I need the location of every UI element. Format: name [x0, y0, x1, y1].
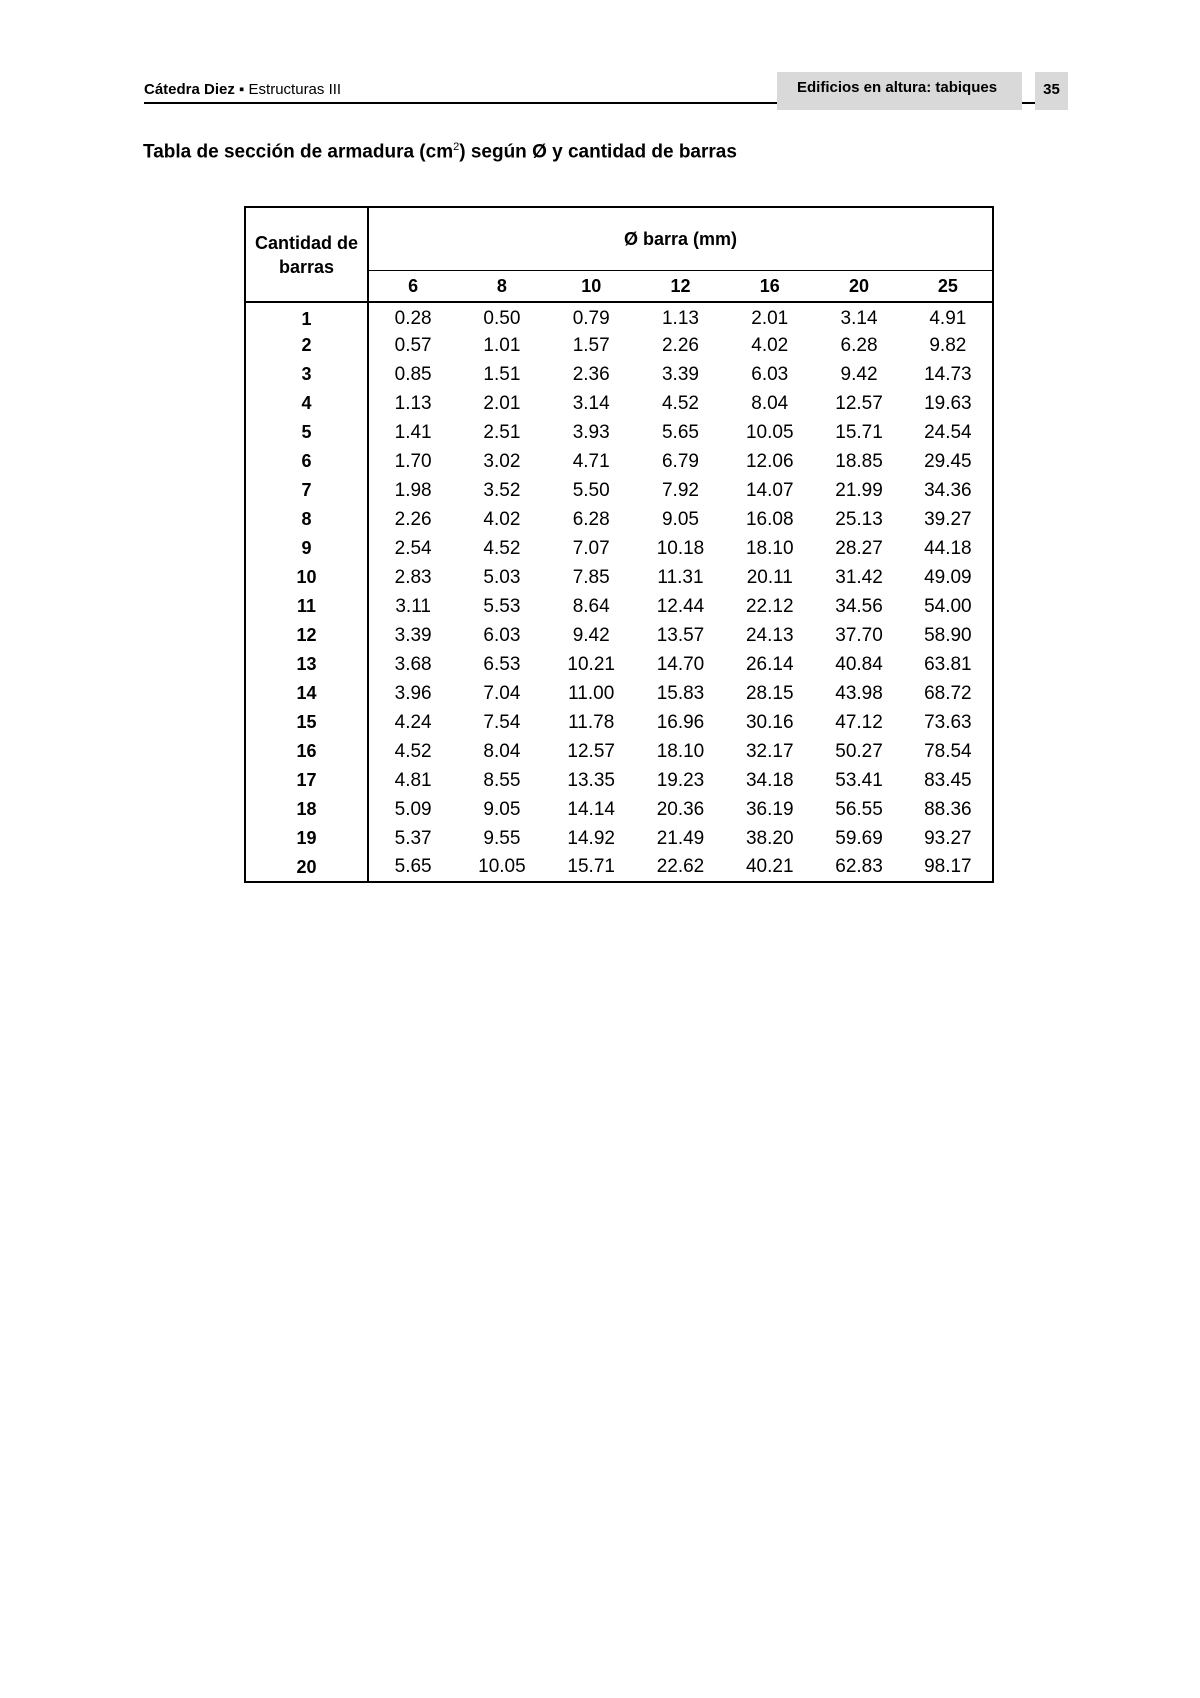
page-number: 35 — [1035, 72, 1068, 110]
area-value-cell: 12.06 — [745, 450, 794, 472]
area-value-cell: 5.03 — [483, 566, 521, 588]
area-value-cell: 73.63 — [924, 711, 972, 733]
area-value-cell: 20.36 — [656, 798, 705, 820]
table-row — [245, 853, 993, 882]
area-value-cell: 11.00 — [568, 682, 615, 704]
area-value-cell: 6.79 — [661, 450, 699, 472]
area-value-cell: 47.12 — [835, 711, 883, 733]
area-value-cell: 8.04 — [751, 392, 789, 414]
bar-count-cell: 12 — [245, 621, 368, 650]
area-value-cell: 59.69 — [835, 827, 883, 849]
area-value-cell: 7.07 — [572, 537, 610, 559]
area-value-cell: 88.36 — [924, 798, 972, 820]
diameter-header-cell: 16 — [725, 271, 814, 303]
diameter-header-cell: 8 — [457, 271, 546, 303]
area-value-cell: 10.21 — [567, 653, 615, 675]
table-row — [245, 476, 993, 505]
area-value-cell: 4.71 — [572, 450, 610, 472]
bar-count-cell: 17 — [245, 766, 368, 795]
area-value-cell: 58.90 — [924, 624, 972, 646]
area-value-cell: 1.13 — [394, 392, 432, 414]
bar-count-cell: 5 — [245, 418, 368, 447]
area-value-cell: 9.05 — [661, 508, 699, 530]
table-row — [245, 505, 993, 534]
area-value-cell: 1.13 — [661, 308, 699, 329]
diameter-header-cell: 6 — [368, 271, 457, 303]
bar-count-cell: 14 — [245, 679, 368, 708]
diameter-group-header: Ø barra (mm) — [368, 207, 993, 271]
area-value-cell: 4.24 — [394, 711, 432, 733]
area-value-cell: 7.04 — [483, 682, 521, 704]
area-value-cell: 3.11 — [395, 595, 431, 617]
area-value-cell: 28.27 — [835, 537, 883, 559]
bar-count-cell: 16 — [245, 737, 368, 766]
area-value-cell: 9.42 — [572, 624, 610, 646]
table-title-rest: ) según Ø y cantidad de barras — [459, 141, 737, 163]
table-row — [245, 795, 993, 824]
area-value-cell: 6.03 — [751, 363, 789, 385]
area-value-cell: 8.04 — [483, 740, 521, 762]
area-value-cell: 2.54 — [394, 537, 432, 559]
area-value-cell: 14.70 — [656, 653, 705, 675]
table-row — [245, 302, 993, 331]
area-value-cell: 14.73 — [924, 363, 972, 385]
area-value-cell: 7.92 — [661, 479, 699, 501]
table-title-superscript: 2 — [453, 141, 460, 153]
table-row — [245, 360, 993, 389]
area-value-cell: 36.19 — [745, 798, 794, 820]
bar-count-cell: 8 — [245, 505, 368, 534]
section-title: Edificios en altura: tabiques — [777, 72, 1022, 110]
area-value-cell: 10.18 — [656, 537, 705, 559]
area-value-cell: 4.52 — [661, 392, 699, 414]
area-value-cell: 18.10 — [745, 537, 794, 559]
bar-count-cell: 2 — [245, 331, 368, 360]
area-value-cell: 5.65 — [661, 421, 699, 443]
course-name: Cátedra Diez — [144, 81, 235, 98]
quantity-column-header: Cantidad de barras — [245, 207, 368, 302]
area-value-cell: 3.52 — [483, 479, 521, 501]
area-value-cell: 6.28 — [572, 508, 610, 530]
page-header — [144, 72, 1068, 112]
area-value-cell: 32.17 — [745, 740, 794, 762]
area-value-cell: 20.11 — [746, 566, 793, 588]
area-value-cell: 14.07 — [745, 479, 794, 501]
bar-count-cell: 4 — [245, 389, 368, 418]
bar-count-cell: 1 — [245, 302, 368, 331]
area-value-cell: 22.12 — [745, 595, 794, 617]
table-row — [245, 737, 993, 766]
area-value-cell: 9.82 — [929, 334, 967, 356]
area-value-cell: 12.57 — [835, 392, 883, 414]
table-body — [245, 302, 993, 882]
area-value-cell: 11.78 — [568, 711, 615, 733]
area-value-cell: 39.27 — [924, 508, 972, 530]
area-value-cell: 16.08 — [745, 508, 794, 530]
area-value-cell: 98.17 — [924, 856, 972, 877]
area-value-cell: 50.27 — [835, 740, 883, 762]
area-value-cell: 30.16 — [745, 711, 794, 733]
table-row — [245, 766, 993, 795]
area-value-cell: 62.83 — [835, 856, 883, 877]
area-value-cell: 4.02 — [751, 334, 789, 356]
area-value-cell: 9.05 — [483, 798, 521, 820]
area-value-cell: 6.03 — [483, 624, 521, 646]
area-value-cell: 22.62 — [656, 856, 705, 877]
area-value-cell: 28.15 — [745, 682, 794, 704]
area-value-cell: 11.31 — [657, 566, 704, 588]
table-row — [245, 679, 993, 708]
bar-count-cell: 15 — [245, 708, 368, 737]
area-value-cell: 29.45 — [924, 450, 972, 472]
area-value-cell: 5.50 — [572, 479, 610, 501]
table-row — [245, 621, 993, 650]
area-value-cell: 13.35 — [567, 769, 615, 791]
area-value-cell: 34.56 — [835, 595, 883, 617]
area-value-cell: 4.52 — [483, 537, 521, 559]
area-value-cell: 31.42 — [835, 566, 883, 588]
area-value-cell: 15.71 — [567, 856, 615, 877]
area-value-cell: 3.39 — [394, 624, 432, 646]
area-value-cell: 9.55 — [483, 827, 521, 849]
area-value-cell: 12.44 — [656, 595, 705, 617]
area-value-cell: 1.70 — [394, 450, 432, 472]
area-value-cell: 4.02 — [483, 508, 521, 530]
area-value-cell: 34.18 — [745, 769, 794, 791]
area-value-cell: 5.37 — [394, 827, 432, 849]
area-value-cell: 53.41 — [835, 769, 883, 791]
area-value-cell: 13.57 — [656, 624, 705, 646]
area-value-cell: 0.50 — [483, 308, 521, 329]
area-value-cell: 25.13 — [835, 508, 883, 530]
table-row — [245, 824, 993, 853]
area-value-cell: 3.96 — [394, 682, 432, 704]
area-value-cell: 0.85 — [394, 363, 432, 385]
bar-count-cell: 19 — [245, 824, 368, 853]
course-subject: Estructuras III — [248, 81, 342, 98]
area-value-cell: 2.51 — [483, 421, 521, 443]
area-value-cell: 15.83 — [656, 682, 705, 704]
reinforcement-area-table — [244, 206, 994, 883]
area-value-cell: 18.85 — [835, 450, 883, 472]
area-value-cell: 14.14 — [567, 798, 615, 820]
table-row — [245, 331, 993, 360]
area-value-cell: 1.41 — [394, 421, 432, 443]
area-value-cell: 3.93 — [572, 421, 610, 443]
area-value-cell: 68.72 — [924, 682, 972, 704]
area-value-cell: 5.53 — [483, 595, 521, 617]
area-value-cell: 7.85 — [572, 566, 610, 588]
area-value-cell: 0.57 — [394, 334, 432, 356]
area-value-cell: 56.55 — [835, 798, 883, 820]
area-value-cell: 43.98 — [835, 682, 883, 704]
bar-count-cell: 18 — [245, 795, 368, 824]
area-value-cell: 3.02 — [483, 450, 521, 472]
table-row — [245, 592, 993, 621]
area-value-cell: 49.09 — [924, 566, 972, 588]
table-title-main: Tabla de sección de armadura (cm — [143, 141, 454, 163]
area-value-cell: 1.01 — [483, 334, 521, 356]
area-value-cell: 2.26 — [661, 334, 699, 356]
area-value-cell: 7.54 — [483, 711, 521, 733]
area-value-cell: 93.27 — [924, 827, 972, 849]
area-value-cell: 3.14 — [840, 308, 878, 329]
area-value-cell: 2.83 — [394, 566, 432, 588]
bar-count-cell: 13 — [245, 650, 368, 679]
area-value-cell: 24.13 — [745, 624, 794, 646]
area-value-cell: 40.21 — [745, 856, 794, 877]
area-value-cell: 2.01 — [483, 392, 521, 414]
area-value-cell: 3.14 — [572, 392, 610, 414]
area-value-cell: 26.14 — [745, 653, 794, 675]
area-value-cell: 37.70 — [835, 624, 883, 646]
table-row — [245, 708, 993, 737]
area-value-cell: 2.01 — [751, 308, 789, 329]
area-value-cell: 15.71 — [835, 421, 883, 443]
table-row — [245, 534, 993, 563]
table-row — [245, 563, 993, 592]
table-row — [245, 418, 993, 447]
area-value-cell: 21.49 — [656, 827, 705, 849]
diameter-header-cell: 20 — [814, 271, 903, 303]
table-row — [245, 389, 993, 418]
area-value-cell: 8.64 — [572, 595, 610, 617]
area-value-cell: 2.26 — [394, 508, 432, 530]
area-value-cell: 44.18 — [924, 537, 972, 559]
area-value-cell: 0.79 — [572, 308, 610, 329]
area-value-cell: 4.91 — [929, 308, 967, 329]
area-value-cell: 19.23 — [656, 769, 705, 791]
area-value-cell: 4.81 — [394, 769, 432, 791]
area-value-cell: 10.05 — [745, 421, 794, 443]
area-value-cell: 63.81 — [924, 653, 972, 675]
area-value-cell: 10.05 — [478, 856, 526, 877]
area-value-cell: 3.68 — [394, 653, 432, 675]
area-value-cell: 6.28 — [840, 334, 878, 356]
area-value-cell: 0.28 — [394, 308, 432, 329]
bar-count-cell: 7 — [245, 476, 368, 505]
area-value-cell: 24.54 — [924, 421, 972, 443]
course-label — [144, 81, 341, 98]
diameter-header-cell: 10 — [547, 271, 636, 303]
area-value-cell: 2.36 — [572, 363, 610, 385]
area-value-cell: 16.96 — [656, 711, 705, 733]
bar-count-cell: 10 — [245, 563, 368, 592]
area-value-cell: 14.92 — [567, 827, 615, 849]
area-value-cell: 78.54 — [924, 740, 972, 762]
bar-count-cell: 11 — [245, 592, 368, 621]
area-value-cell: 19.63 — [924, 392, 972, 414]
area-value-cell: 1.98 — [394, 479, 432, 501]
area-value-cell: 3.39 — [661, 363, 699, 385]
table-title — [143, 141, 737, 163]
bar-count-cell: 9 — [245, 534, 368, 563]
diameter-header-cell: 12 — [636, 271, 725, 303]
area-value-cell: 1.57 — [572, 334, 610, 356]
area-value-cell: 5.09 — [394, 798, 432, 820]
table-row — [245, 650, 993, 679]
bar-count-cell: 3 — [245, 360, 368, 389]
area-value-cell: 5.65 — [394, 856, 432, 877]
area-value-cell: 83.45 — [924, 769, 972, 791]
area-value-cell: 54.00 — [924, 595, 972, 617]
bullet-separator: ▪ — [239, 81, 245, 98]
diameter-header-cell: 25 — [904, 271, 993, 303]
area-value-cell: 4.52 — [394, 740, 432, 762]
area-value-cell: 40.84 — [835, 653, 883, 675]
area-value-cell: 38.20 — [745, 827, 794, 849]
area-value-cell: 12.57 — [567, 740, 615, 762]
area-value-cell: 18.10 — [656, 740, 705, 762]
area-value-cell: 6.53 — [483, 653, 521, 675]
bar-count-cell: 6 — [245, 447, 368, 476]
area-value-cell: 9.42 — [840, 363, 878, 385]
table-row — [245, 447, 993, 476]
bar-count-cell: 20 — [245, 853, 368, 882]
area-value-cell: 8.55 — [483, 769, 521, 791]
area-value-cell: 21.99 — [835, 479, 883, 501]
area-value-cell: 34.36 — [924, 479, 972, 501]
area-value-cell: 1.51 — [483, 363, 521, 385]
